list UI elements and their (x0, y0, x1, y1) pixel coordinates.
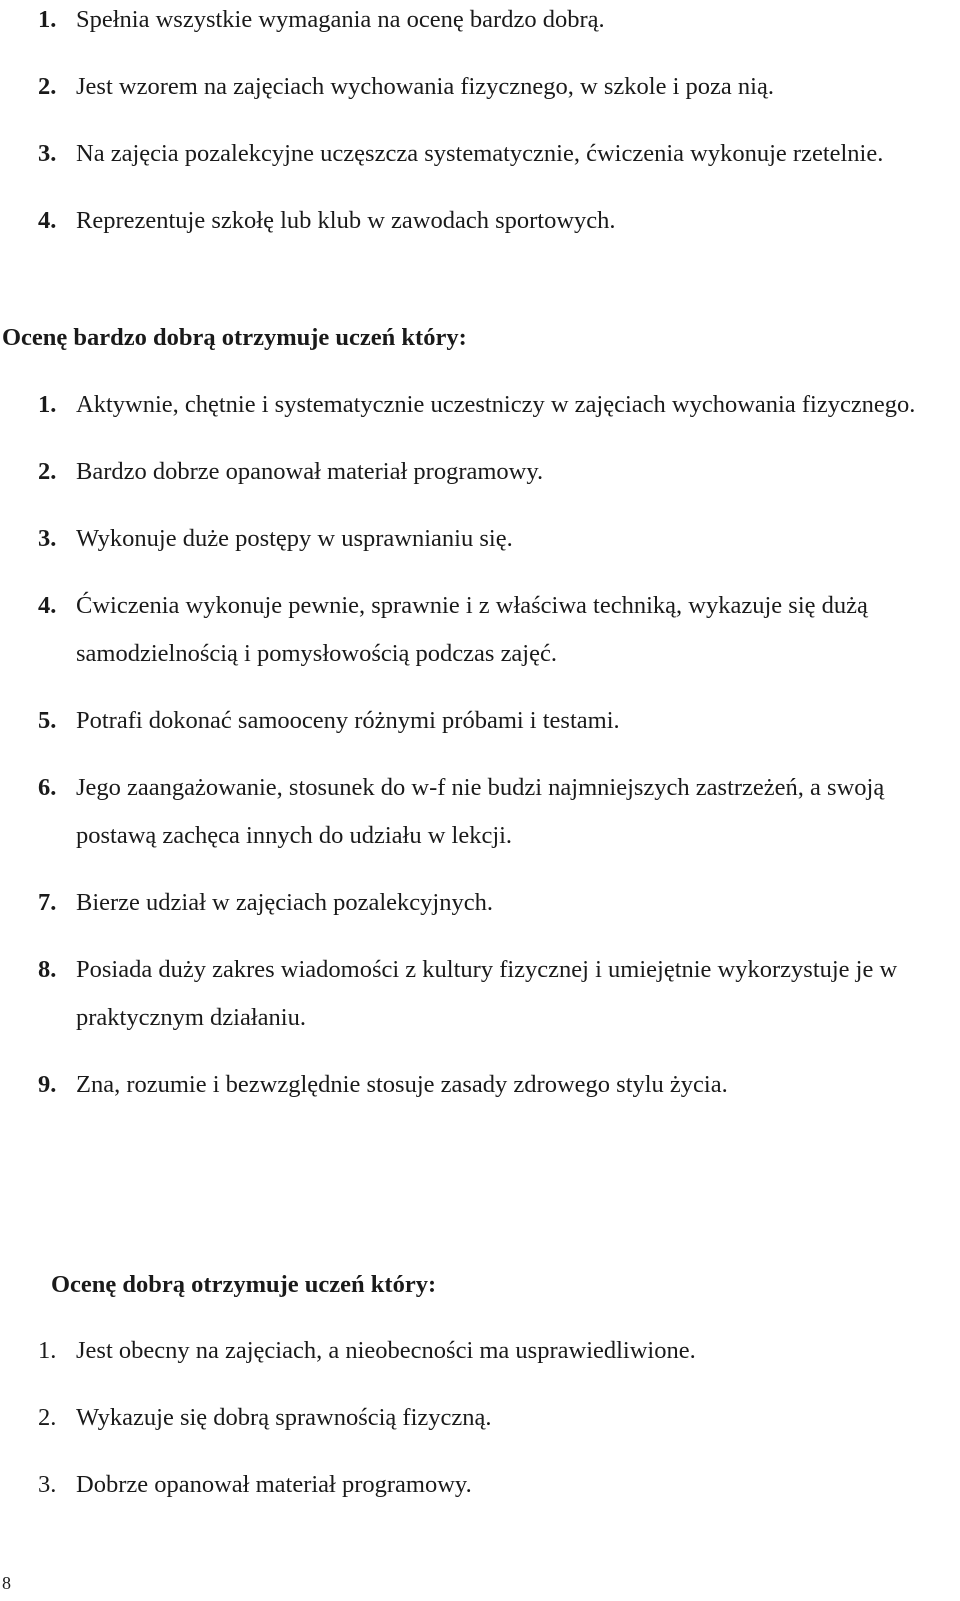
item-text: Posiada duży zakres wiadomości z kultury fizycznej i umiejętnie wykorzystuje je w praktycznym działaniu. (76, 956, 898, 1031)
section-heading-bardzo-dobra: Ocenę bardzo dobrą otrzymuje uczeń który: (2, 324, 467, 351)
item-number: 3. (38, 525, 57, 552)
intro-list (0, 0, 951, 245)
list-item (0, 697, 951, 745)
item-number: 7. (38, 889, 57, 916)
item-text: Jest wzorem na zajęciach wychowania fizycznego, w szkole i poza nią. (76, 73, 774, 100)
item-number: 1. (38, 391, 57, 418)
item-text: Wykonuje duże postępy w usprawnianiu się. (76, 525, 513, 552)
item-number: 1. (38, 1337, 57, 1364)
item-text: Wykazuje się dobrą sprawnością fizyczną. (76, 1404, 492, 1431)
list-item (0, 448, 951, 496)
list-item (0, 515, 951, 563)
list-item (0, 1327, 951, 1375)
list-item (0, 946, 951, 1042)
item-number: 2. (38, 1404, 57, 1431)
page-number: 8 (2, 1573, 11, 1593)
item-number: 2. (38, 73, 57, 100)
item-text: Na zajęcia pozalekcyjne uczęszcza systematycznie, ćwiczenia wykonuje rzetelnie. (76, 140, 884, 167)
item-text: Bierze udział w zajęciach pozalekcyjnych. (76, 889, 493, 916)
list-item (0, 0, 951, 44)
item-number: 8. (38, 956, 57, 983)
item-text: Reprezentuje szkołę lub klub w zawodach sportowych. (76, 207, 616, 234)
item-text: Dobrze opanował materiał programowy. (76, 1471, 472, 1498)
item-text: Jego zaangażowanie, stosunek do w-f nie budzi najmniejszych zastrzeżeń, a swoją postawą zachęca innych do udziału w lekcji. (76, 774, 885, 849)
list-item (0, 63, 951, 111)
criteria-list-dobra (0, 1327, 951, 1509)
item-text: Jest obecny na zajęciach, a nieobecności ma usprawiedliwione. (76, 1337, 696, 1364)
item-text: Bardzo dobrze opanował materiał programowy. (76, 458, 544, 485)
item-number: 1. (38, 6, 57, 33)
list-item (0, 582, 951, 678)
item-number: 9. (38, 1071, 57, 1098)
item-number: 4. (38, 207, 57, 234)
item-number: 6. (38, 774, 57, 801)
item-number: 2. (38, 458, 57, 485)
item-text: Potrafi dokonać samooceny różnymi próbami i testami. (76, 707, 620, 734)
list-item (0, 1394, 951, 1442)
item-number: 5. (38, 707, 57, 734)
item-number: 3. (38, 1471, 57, 1498)
list-item (0, 1461, 951, 1509)
item-number: 3. (38, 140, 57, 167)
item-text: Zna, rozumie i bezwzględnie stosuje zasady zdrowego stylu życia. (76, 1071, 728, 1098)
item-number: 4. (38, 592, 57, 619)
item-text: Spełnia wszystkie wymagania na ocenę bardzo dobrą. (76, 6, 605, 33)
list-item (0, 1061, 951, 1109)
list-item (0, 764, 951, 860)
list-item (0, 130, 951, 178)
list-item (0, 381, 951, 429)
list-item (0, 879, 951, 927)
section-heading-dobra: Ocenę dobrą otrzymuje uczeń który: (51, 1271, 437, 1298)
item-text: Ćwiczenia wykonuje pewnie, sprawnie i z właściwa techniką, wykazuje się dużą samodzielnością i pomysłowością podczas zajęć. (76, 592, 868, 667)
item-text: Aktywnie, chętnie i systematycznie uczestniczy w zajęciach wychowania fizycznego. (76, 391, 916, 418)
list-item (0, 197, 951, 245)
criteria-list-bardzo-dobra (0, 381, 951, 1109)
